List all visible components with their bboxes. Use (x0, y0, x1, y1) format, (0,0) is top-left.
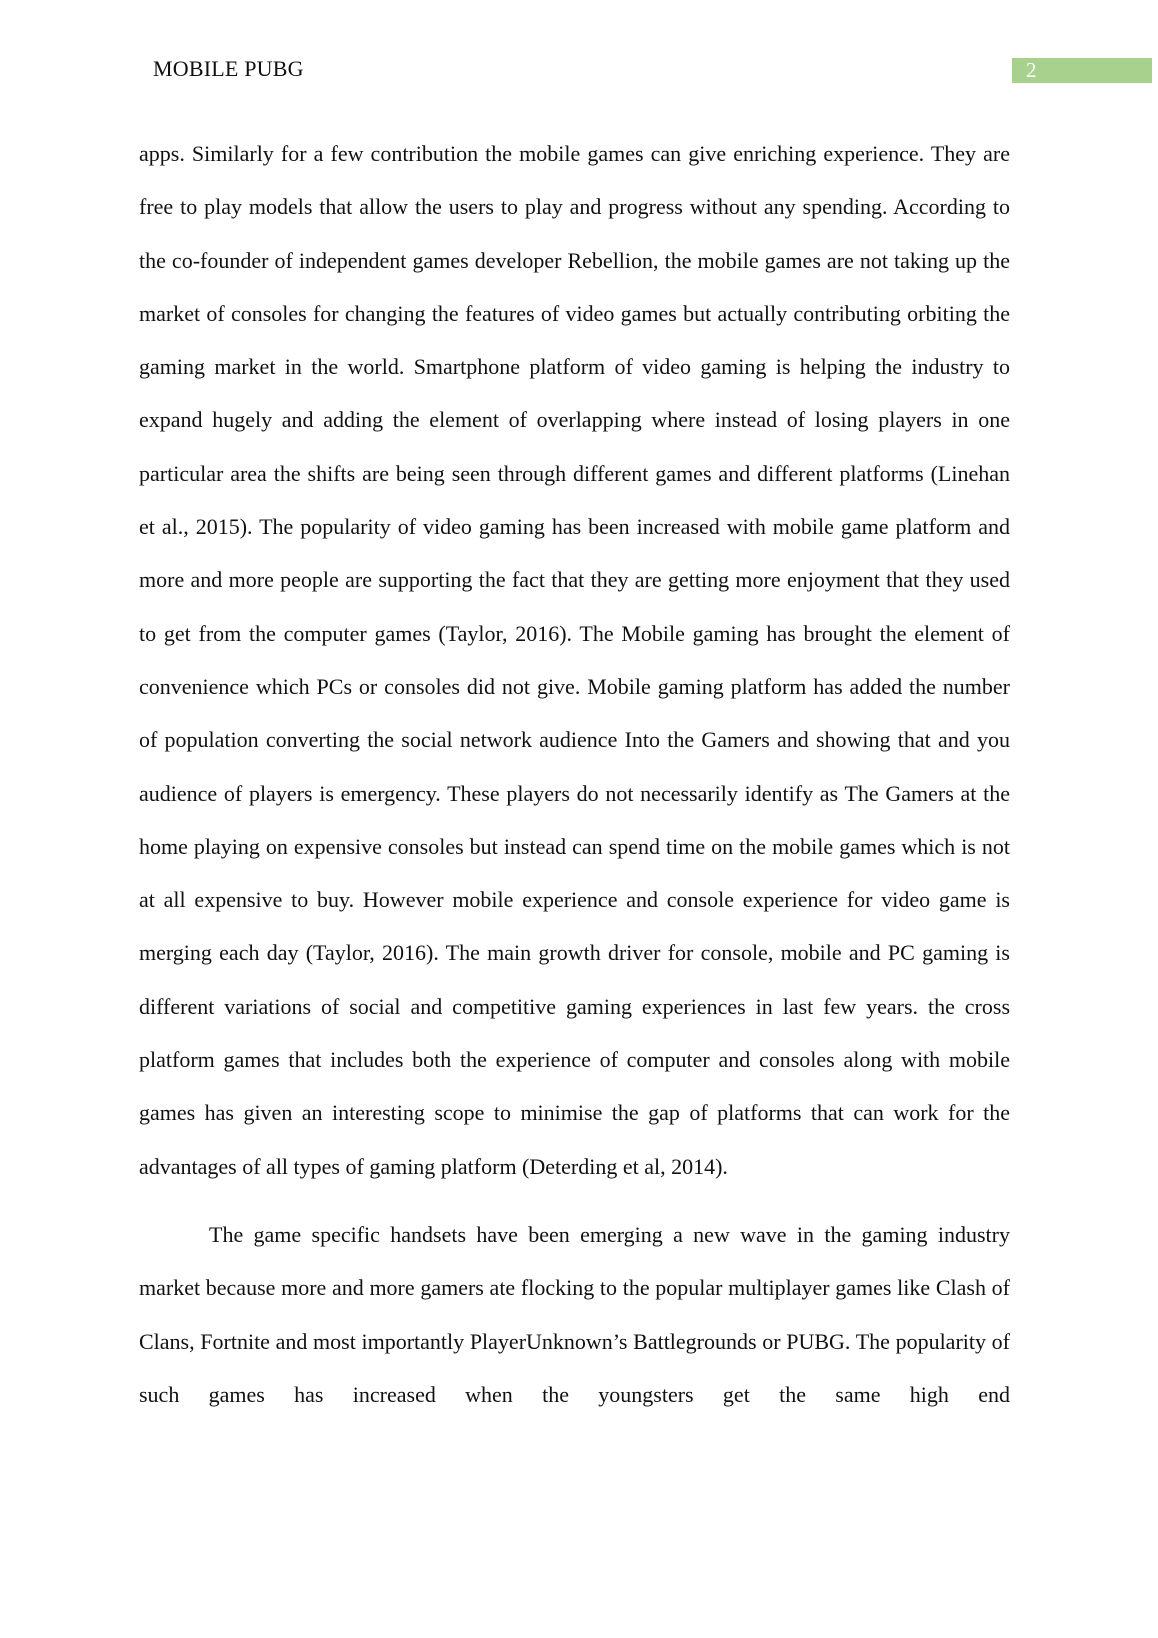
paragraph: The game specific handsets have been emerging a new wave in the gaming industry market because more and more gamers ate flocking to the popular multiplayer games like Clash of Clans, Fortnite and most importantly PlayerUnknown’s Battlegrounds or PUBG. The popularity of such games has increased when the youngsters get the same high end (139, 1221, 1010, 1407)
page-number-bar (1012, 58, 1152, 83)
page-number: 2 (1026, 58, 1037, 82)
paragraph: apps. Similarly for a few contribution the mobile games can give enriching experience. They are free to play models that allow the users to play and progress without any spending. According to the co-founder of independent games developer Rebellion, the mobile games are not taking up the market of consoles for changing the features of video games but actually contributing orbiting the gaming market in the world. Smartphone platform of video gaming is helping the industry to expand hugely and adding the element of overlapping where instead of losing players in one particular area the shifts are being seen through different games and different platforms (Linehan et al., 2015). The popularity of video gaming has been increased with mobile game platform and more and more people are supporting the fact that they are getting more enjoyment that they used to get from the computer games (Taylor, 2016). The Mobile gaming has brought the element of convenience which PCs or consoles did not give. Mobile gaming platform has added the number of population converting the social network audience Into the Gamers and showing that and you audience of players is emergency. These players do not necessarily identify as The Gamers at the home playing on expensive consoles but instead can spend time on the mobile games which is not at all expensive to buy. However mobile experience and console experience for video game is merging each day (Taylor, 2016). The main growth driver for console, mobile and PC gaming is different variations of social and competitive gaming experiences in last few years. the cross platform games that includes both the experience of computer and consoles along with mobile games has given an interesting scope to minimise the gap of platforms that can work for the advantages of all types of gaming platform (Deterding et al, 2014). (139, 141, 1010, 1179)
running-head: MOBILE PUBG (153, 56, 304, 81)
body-text (139, 127, 1010, 1421)
